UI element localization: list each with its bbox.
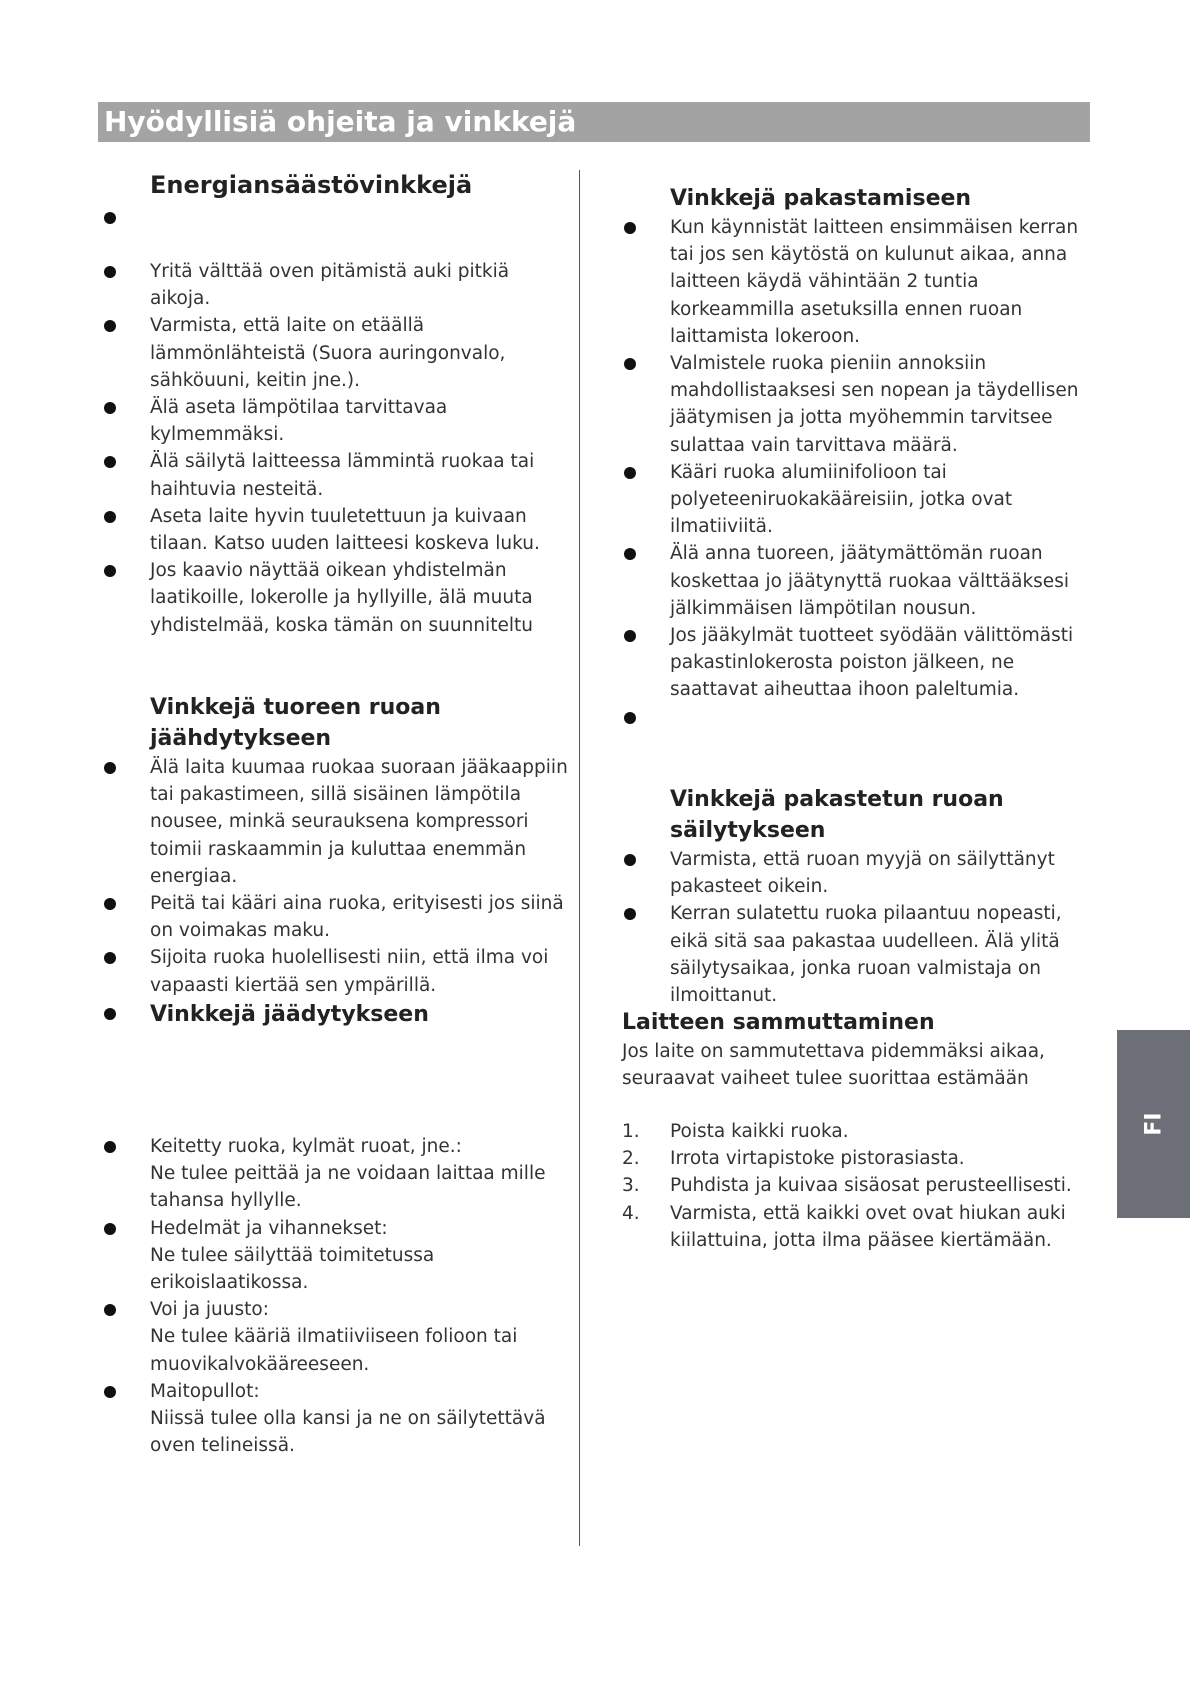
energy-list <box>150 204 570 639</box>
list-item <box>150 204 570 258</box>
list-item: Varmista, että ruoan myyjä on säilyttänyt pakasteet oikein. <box>670 846 1090 900</box>
list-item: Älä anna tuoreen, jäätymättömän ruoan koskettaa jo jäätynyttä ruokaa välttääksesi jälkimmäisen lämpötilan nousun. <box>670 540 1090 622</box>
freezing-list <box>670 214 1090 731</box>
shutdown-steps <box>622 1118 1090 1254</box>
bullet-icon <box>624 630 636 642</box>
bullet-icon <box>104 1386 116 1398</box>
list-item: 3. Puhdista ja kuivaa sisäosat perusteellisesti. <box>622 1175 1072 1197</box>
bullet-icon <box>104 1141 116 1153</box>
list-item: Keitetty ruoka, kylmät ruoat, jne.: Ne tulee peittää ja ne voidaan laittaa mille tahansa hyllylle. <box>150 1133 570 1215</box>
list-item: Valmistele ruoka pieniin annoksiin mahdollistaaksesi sen nopean ja täydellisen jäätymisen ja jotta myöhemmin tarvitsee sulattaa vain tarvittava määrä. <box>670 350 1090 459</box>
language-tab-label: FI <box>1141 1112 1166 1136</box>
bullet-icon <box>624 548 636 560</box>
freezing-section <box>670 183 1090 731</box>
bullet-icon <box>624 854 636 866</box>
list-item: 4. Varmista, että kaikki ovet ovat hiukan auki kiilattuina, jotta ilma pääsee kiertämään. <box>622 1202 1066 1251</box>
list-item: Kerran sulatettu ruoka pilaantuu nopeasti, eikä sitä saa pakastaa uudelleen. Älä ylitä säilytysaikaa, jonka ruoan valmistaja on ilmoittanut. <box>670 900 1090 1009</box>
bullet-icon <box>104 511 116 523</box>
frozen-storage-list <box>670 846 1090 1009</box>
bullet-icon <box>104 565 116 577</box>
bullet-icon <box>104 1008 116 1020</box>
list-item: Hedelmät ja vihannekset: Ne tulee säilyttää toimitetussa erikoislaatikossa. <box>150 1215 570 1297</box>
bullet-icon <box>624 712 636 724</box>
bullet-icon <box>104 402 116 414</box>
fresh-heading: Vinkkejä tuoreen ruoan jäähdytykseen <box>150 695 441 751</box>
list-item <box>670 704 1090 731</box>
bullet-icon <box>104 952 116 964</box>
list-item: Aseta laite hyvin tuuletettuun ja kuivaan tilaan. Katso uuden laitteesi koskeva luku. <box>150 503 570 557</box>
shutdown-section <box>622 1007 1092 1092</box>
list-item: Älä aseta lämpötilaa tarvittavaa kylmemmäksi. <box>150 394 570 448</box>
list-item: Maitopullot: Niissä tulee olla kansi ja ne on säilytettävä oven telineissä. <box>150 1378 570 1460</box>
shutdown-heading: Laitteen sammuttaminen <box>622 1010 935 1035</box>
bullet-icon <box>104 320 116 332</box>
fresh-section <box>150 692 570 1030</box>
page-title: Hyödyllisiä ohjeita ja vinkkejä <box>98 102 1090 142</box>
bullet-icon <box>104 1223 116 1235</box>
language-tab <box>1117 1030 1190 1218</box>
list-item: Jos jääkylmät tuotteet syödään välittömästi pakastinlokerosta poiston jälkeen, ne saattavat aiheuttaa ihoon paleltumia. <box>670 622 1090 704</box>
cooling-empty-list <box>150 1000 570 1027</box>
bullet-icon <box>104 898 116 910</box>
list-item: Voi ja juusto: Ne tulee kääriä ilmatiiviiseen folioon tai muovikalvokääreeseen. <box>150 1296 570 1378</box>
bullet-icon <box>104 1304 116 1316</box>
column-divider <box>579 170 580 1546</box>
bullet-icon <box>624 467 636 479</box>
list-item: Jos kaavio näyttää oikean yhdistelmän laatikoille, lokerolle ja hyllyille, älä muuta yhdistelmää, koska tämän on suunniteltu <box>150 557 570 639</box>
list-item: Sijoita ruoka huolellisesti niin, että ilma voi vapaasti kiertää sen ympärillä. <box>150 944 570 998</box>
bullet-icon <box>624 222 636 234</box>
list-item: Yritä välttää oven pitämistä auki pitkiä aikoja. <box>150 258 570 312</box>
list-item: Älä säilytä laitteessa lämmintä ruokaa tai haihtuvia nesteitä. <box>150 448 570 502</box>
list-item: Kun käynnistät laitteen ensimmäisen kerran tai jos sen käytöstä on kulunut aikaa, anna laitteen käydä vähintään 2 tuntia korkeammilla asetuksilla ennen ruoan laittamista lokeroon. <box>670 214 1090 350</box>
bullet-icon <box>104 266 116 278</box>
energy-section <box>150 170 570 201</box>
list-item: Älä laita kuumaa ruokaa suoraan jääkaappiin tai pakastimeen, sillä sisäinen lämpötila nousee, minkä seurauksena kompressori toimii raskaammin ja kuluttaa enemmän energiaa. <box>150 754 570 890</box>
cooling-heading: Vinkkejä jäädytykseen <box>150 1001 429 1027</box>
list-item: Kääri ruoka alumiinifolioon tai polyeteeniruokakääreisiin, jotka ovat ilmatiiviitä. <box>670 459 1090 541</box>
bullet-icon <box>104 456 116 468</box>
energy-heading: Energiansäästövinkkejä <box>150 171 473 199</box>
freezing-heading: Vinkkejä pakastamiseen <box>670 186 972 211</box>
fresh-list <box>150 754 570 999</box>
frozen-storage-section <box>670 784 1090 1009</box>
list-item: 1. Poista kaikki ruoka. <box>622 1121 849 1142</box>
bullet-icon <box>624 908 636 920</box>
bullet-icon <box>624 358 636 370</box>
shutdown-intro: Jos laite on sammutettava pidemmäksi aikaa, seuraavat vaiheet tulee suorittaa estämään <box>622 1041 1045 1090</box>
cooling-list <box>150 1133 570 1459</box>
frozen-storage-heading: Vinkkejä pakastetun ruoan säilytykseen <box>670 787 1004 843</box>
bullet-icon <box>104 212 116 224</box>
bullet-icon <box>104 762 116 774</box>
list-item: Peitä tai kääri aina ruoka, erityisesti jos siinä on voimakas maku. <box>150 890 570 944</box>
list-item <box>150 1000 570 1027</box>
list-item: Varmista, että laite on etäällä lämmönlähteistä (Suora auringonvalo, sähköuuni, keitin jne.). <box>150 312 570 394</box>
list-item: 2. Irrota virtapistoke pistorasiasta. <box>622 1148 965 1170</box>
